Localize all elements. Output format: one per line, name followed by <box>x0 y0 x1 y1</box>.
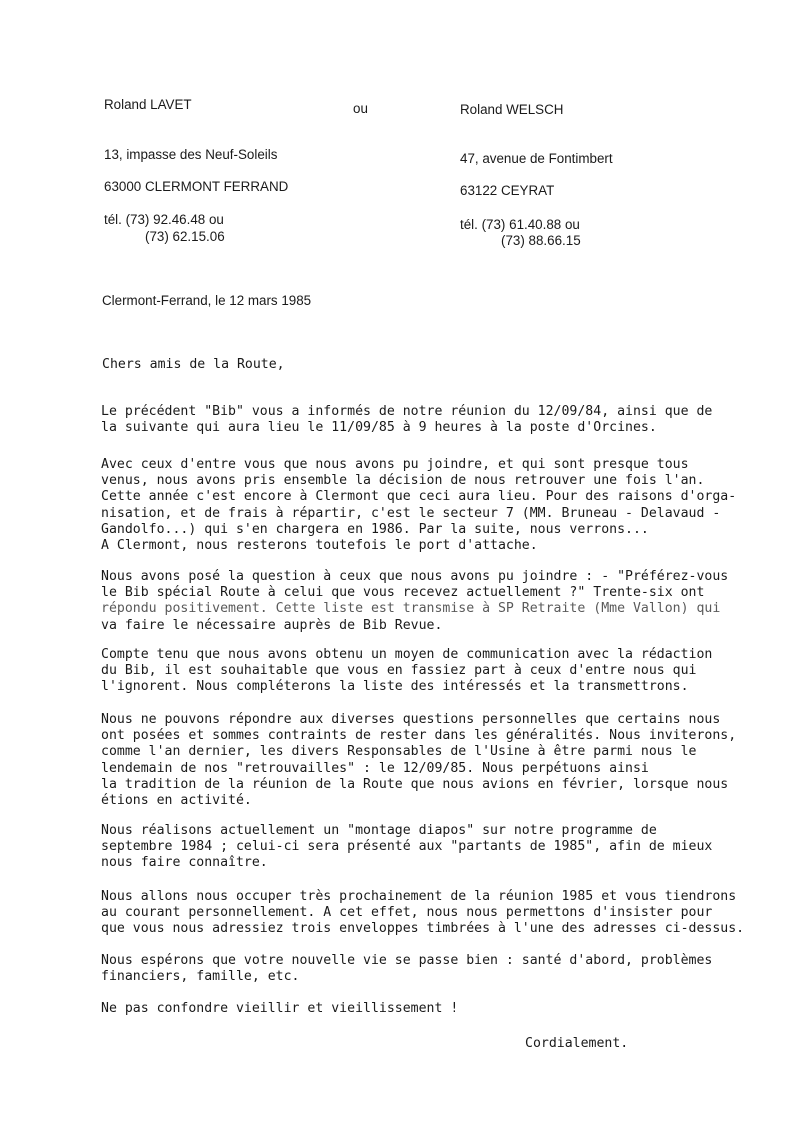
salutation: Chers amis de la Route, <box>102 357 285 372</box>
paragraph-3 <box>101 569 761 634</box>
paragraph-line: Gandolfo...) qui s'en chargera en 1986. Par la suite, nous verrons... <box>101 521 649 537</box>
paragraph-8 <box>101 953 761 985</box>
paragraph-line: Compte tenu que nous avons obtenu un moyen de communication avec la rédaction <box>101 647 713 662</box>
paragraph-line: que vous nous adressiez trois enveloppes timbrées à l'une des adresses ci-dessus. <box>101 921 745 937</box>
paragraph-line: Avec ceux d'entre vous que nous avons pu joindre, et qui sont presque tous <box>101 457 689 472</box>
sender-left-street: 13, impasse des Neuf-Soleils <box>104 147 278 162</box>
address-separator: ou <box>353 101 368 116</box>
sender-left-phone-2: (73) 62.15.06 <box>145 229 225 244</box>
paragraph-line: va faire le nécessaire auprès de Bib Revue. <box>101 617 443 633</box>
paragraph-line: le Bib spécial Route à celui que vous recevez actuellement ?" Trente-six ont <box>101 585 705 601</box>
signoff: Cordialement. <box>525 1036 629 1051</box>
paragraph-line: Nous allons nous occuper très prochainement de la réunion 1985 et vous tiendrons <box>101 889 737 904</box>
paragraph-7 <box>101 889 761 938</box>
closing-line: Ne pas confondre vieillir et vieillissement ! <box>101 1001 459 1016</box>
sender-left-name: Roland LAVET <box>104 97 192 112</box>
paragraph-line: ont posées et sommes contraints de rester dans les généralités. Nous inviterons, <box>101 728 737 744</box>
paragraph-line: Cette année c'est encore à Clermont que ceci aura lieu. Pour des raisons d'orga- <box>101 489 737 505</box>
sender-right-phone-1: tél. (73) 61.40.88 ou <box>460 217 580 232</box>
paragraph-line: financiers, famille, etc. <box>101 969 300 985</box>
paragraph-line: étions en activité. <box>101 793 252 809</box>
paragraph-line: septembre 1984 ; celui-ci sera présenté aux "partants de 1985", afin de mieux <box>101 839 713 855</box>
paragraph-line: la suivante qui aura lieu le 11/09/85 à 9 heures à la poste d'Orcines. <box>101 420 657 436</box>
paragraph-line: du Bib, il est souhaitable que vous en fassiez part à ceux d'entre nous qui <box>101 663 697 679</box>
paragraph-line: comme l'an dernier, les divers Responsables de l'Usine à être parmi nous le <box>101 744 697 760</box>
paragraph-line: lendemain de nos "retrouvailles" : le 12/09/85. Nous perpétuons ainsi <box>101 760 649 776</box>
paragraph-line: Le précédent "Bib" vous a informés de notre réunion du 12/09/84, ainsi que de <box>101 404 713 419</box>
paragraph-line: A Clermont, nous resterons toutefois le port d'attache. <box>101 538 538 554</box>
paragraph-2 <box>101 457 761 554</box>
sender-right-phone-2: (73) 88.66.15 <box>501 233 581 248</box>
sender-right-street: 47, avenue de Fontimbert <box>460 151 613 166</box>
place-date: Clermont-Ferrand, le 12 mars 1985 <box>102 293 312 308</box>
paragraph-line: Nous réalisons actuellement un "montage diapos" sur notre programme de <box>101 823 657 838</box>
paragraph-line: l'ignorent. Nous compléterons la liste des intéressés et la transmettrons. <box>101 679 689 695</box>
paragraph-line: Nous ne pouvons répondre aux diverses questions personnelles que certains nous <box>101 712 721 727</box>
paragraph-line: nous faire connaître. <box>101 855 268 871</box>
sender-left-city: 63000 CLERMONT FERRAND <box>104 179 289 194</box>
paragraph-line: Nous avons posé la question à ceux que nous avons pu joindre : - "Préférez-vous <box>101 569 729 584</box>
paragraph-line: Nous espérons que votre nouvelle vie se passe bien : santé d'abord, problèmes <box>101 953 713 968</box>
paragraph-line: au courant personnellement. A cet effet, nous nous permettons d'insister pour <box>101 905 713 921</box>
paragraph-5 <box>101 712 761 809</box>
paragraph-line: venus, nous avons pris ensemble la décision de nous retrouver une fois l'an. <box>101 473 705 489</box>
paragraph-line: répondu positivement. Cette liste est transmise à SP Retraite (Mme Vallon) qui <box>101 601 721 617</box>
paragraph-line: la tradition de la réunion de la Route que nous avions en février, lorsque nous <box>101 776 729 792</box>
sender-right-city: 63122 CEYRAT <box>460 183 555 198</box>
paragraph-line: nisation, et de frais à répartir, c'est le secteur 7 (MM. Bruneau - Delavaud - <box>101 505 721 521</box>
paragraph-6 <box>101 823 761 872</box>
sender-left-phone-1: tél. (73) 92.46.48 ou <box>104 212 224 227</box>
paragraph-1 <box>101 404 761 436</box>
sender-right-name: Roland WELSCH <box>460 102 564 117</box>
paragraph-4 <box>101 647 761 696</box>
